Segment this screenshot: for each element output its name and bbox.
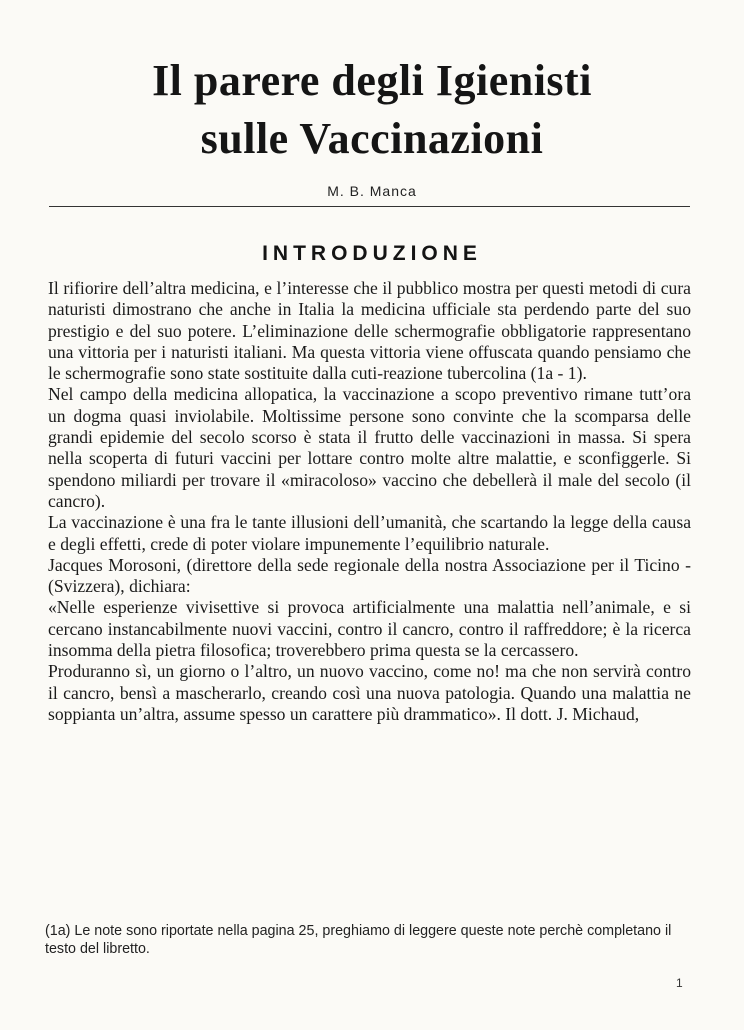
- article-title: [0, 52, 744, 168]
- title-line-1: Il parere degli Igienisti: [152, 56, 592, 105]
- paragraph: Nel campo della medicina allopatica, la vaccinazione a scopo preventivo rimane tutt’ora un dogma quasi inviolabile. Moltissime persone sono convinte che la scomparsa delle grandi epidemie del secolo scorso è stata il frutto delle vaccinazioni in massa. Si spera nella scoperta di futuri vaccini per lottare contro molte altre malattie, e sconfiggerle. Si spendono miliardi per trovare il «miracoloso» vaccino che debellerà il male del secolo (il cancro).: [48, 384, 691, 511]
- paragraph: La vaccinazione è una fra le tante illusioni dell’umanità, che scartando la legge della causa e degli effetti, crede di poter violare impunemente l’equilibrio naturale.: [48, 512, 691, 554]
- section-heading: INTRODUZIONE: [262, 242, 482, 265]
- article-body: [48, 278, 691, 725]
- page-number: 1: [676, 976, 683, 990]
- paragraph: Il rifiorire dell’altra medicina, e l’interesse che il pubblico mostra per questi metodi di cura naturisti dimostrano che anche in Italia la medicina ufficiale sta perdendo parte del suo prestigio e del suo potere. L’eliminazione delle schermografie obbligatorie rappresentano una vittoria per i naturisti italiani. Ma questa vittoria viene offuscata quando pensiamo che le schermografie sono state sostituite dalla cuti-reazione tubercolina (1a - 1).: [48, 278, 691, 384]
- paragraph: Jacques Morosoni, (direttore della sede regionale della nostra Associazione per il Ticino - (Svizzera), dichiara:: [48, 554, 691, 597]
- paragraph: «Nelle esperienze vivisettive si provoca artificialmente una malattia nell’animale, e si cercano instancabilmente nuovi vaccini, contro il cancro, contro il raffreddore; è la ricerca insomma della pietra filosofica; troverebbero prima questa se la cercassero.: [48, 597, 691, 661]
- footnote: (1a) Le note sono riportate nella pagina 25, preghiamo di leggere queste note perchè completano il testo del libretto.: [45, 923, 672, 957]
- paragraph: Produranno sì, un giorno o l’altro, un nuovo vaccino, come no! ma che non servirà contro il cancro, bensì a mascherarlo, creando così una nuova patologia. Quando una malattia ne soppianta un’altra, assume spesso un carattere più drammatico». Il dott. J. Michaud,: [48, 661, 691, 724]
- author-byline: M. B. Manca: [327, 183, 417, 199]
- title-line-2: sulle Vaccinazioni: [200, 114, 544, 163]
- header-divider: [49, 206, 690, 207]
